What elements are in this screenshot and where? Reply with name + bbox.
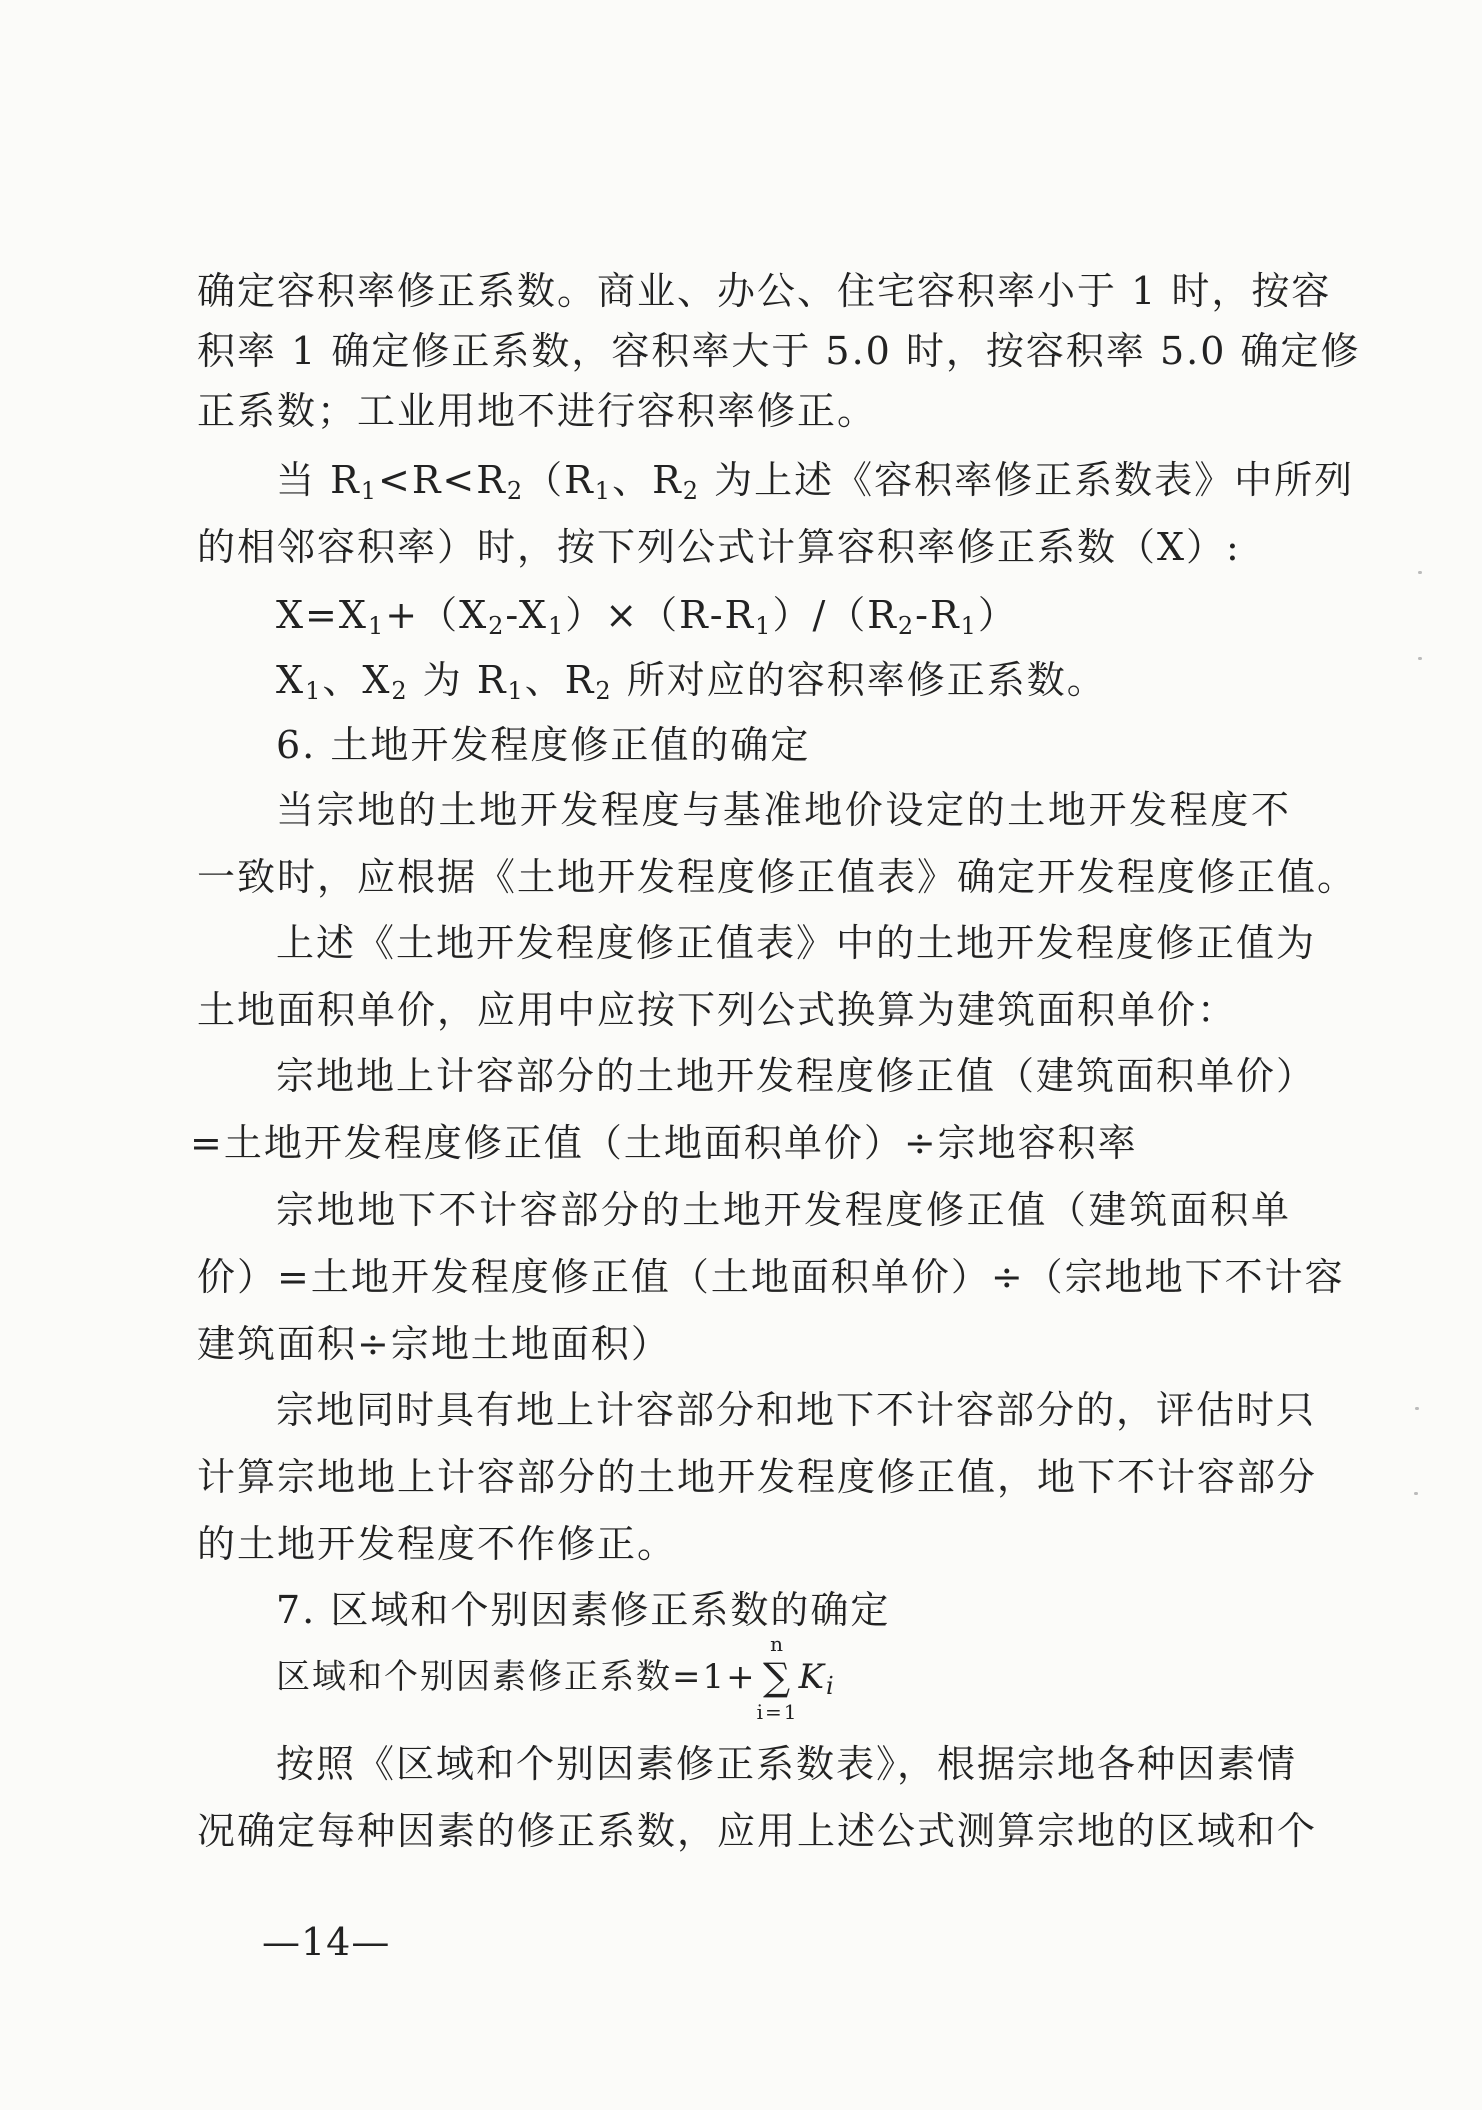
paragraph-line: 宗地地上计容部分的土地开发程度修正值（建筑面积单价）	[276, 1054, 1317, 1098]
paragraph-line: 正系数；工业用地不进行容积率修正。	[197, 389, 878, 433]
page-number: —14—	[262, 1920, 391, 1964]
summation-symbol: n ∑ i=1	[756, 1632, 799, 1724]
paragraph-line: 土地面积单价，应用中应按下列公式换算为建筑面积单价：	[197, 988, 1238, 1032]
paragraph-line: 价）=土地开发程度修正值（土地面积单价）÷（宗地地下不计容	[197, 1255, 1345, 1299]
section-heading: 6. 土地开发程度修正值的确定	[276, 723, 811, 767]
paragraph-line: 积率 1 确定修正系数，容积率大于 5.0 时，按容积率 5.0 确定修	[197, 329, 1361, 373]
paragraph-line: 的土地开发程度不作修正。	[197, 1522, 678, 1566]
formula-line: $X=X_1+(X_2-X_1)\times(R-R_1)/(R_2-R_1)$	[276, 593, 1018, 640]
paragraph-line: 计算宗地地上计容部分的土地开发程度修正值，地下不计容部分	[197, 1455, 1318, 1499]
paragraph-line: 的相邻容积率）时，按下列公式计算容积率修正系数（X）:	[197, 525, 1241, 569]
paragraph-line: 当宗地的土地开发程度与基准地价设定的土地开发程度不	[276, 788, 1291, 832]
paragraph-line: 按照《区域和个别因素修正系数表》，根据宗地各种因素情	[276, 1742, 1298, 1786]
scan-speck	[1415, 1407, 1419, 1410]
scan-speck	[1418, 657, 1422, 660]
paragraph-line: $X_1$、$X_2$ 为 $R_1$、$R_2$ 所对应的容积率修正系数。	[276, 658, 1107, 705]
paragraph-line: 确定容积率修正系数。商业、办公、住宅容积率小于 1 时，按容	[197, 269, 1332, 313]
paragraph-line: =土地开发程度修正值（土地面积单价）÷宗地容积率	[190, 1121, 1138, 1165]
paragraph-line: 上述《土地开发程度修正值表》中的土地开发程度修正值为	[276, 921, 1317, 965]
section-heading: 7. 区域和个别因素修正系数的确定	[276, 1588, 891, 1632]
paragraph-line: 当 $R_1<R<R_2(R_1$、$R_2$ 为上述《容积率修正系数表》中所列	[276, 458, 1355, 505]
paragraph-line: 宗地同时具有地上计容部分和地下不计容部分的，评估时只	[276, 1388, 1317, 1432]
formula-line: 区域和个别因素修正系数=1+ n ∑ i=1 $K_i$	[276, 1632, 836, 1724]
scan-speck	[1418, 571, 1422, 574]
paragraph-line: 建筑面积÷宗地土地面积）	[197, 1322, 671, 1366]
paragraph-line: 宗地地下不计容部分的土地开发程度修正值（建筑面积单	[276, 1188, 1291, 1232]
scan-speck	[1414, 1492, 1418, 1495]
paragraph-line: 一致时，应根据《土地开发程度修正值表》确定开发程度修正值。	[197, 855, 1358, 899]
paragraph-line: 况确定每种因素的修正系数，应用上述公式测算宗地的区域和个	[197, 1809, 1318, 1853]
